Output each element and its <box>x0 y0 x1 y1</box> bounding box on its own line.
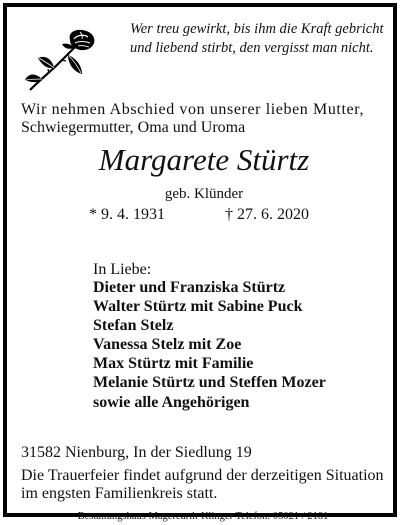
funeral-notice <box>21 467 386 503</box>
mourners-heading: In Liebe: <box>93 261 152 278</box>
birth-date: * 9. 4. 1931 <box>89 206 165 223</box>
maiden-name: geb. Klünder <box>164 186 244 202</box>
address: 31582 Nienburg, In der Siedlung 19 <box>21 444 252 461</box>
funeral-home-footer: Bestattungshaus Magercurth-Klinger Telefon: 05021 / 2181 <box>77 511 329 522</box>
notice-line: Die Trauerfeier findet aufgrund der derzeitigen Situation <box>21 467 384 484</box>
deceased-name: Margarete Stürtz <box>98 142 310 177</box>
death-date: † 27. 6. 2020 <box>225 206 309 223</box>
mourner-entry: Walter Stürtz mit Sabine Puck <box>93 298 303 316</box>
motto-line: Wer treu gewirkt, bis ihm die Kraft gebricht <box>130 21 384 37</box>
motto-line: und liebend stirbt, den vergisst man nicht. <box>130 40 374 56</box>
intro-line: Schwiegermutter, Oma und Uroma <box>21 119 246 136</box>
mourner-entry: sowie alle Angehörigen <box>93 393 250 411</box>
rose-icon <box>22 28 112 92</box>
mourners-list <box>93 278 326 412</box>
notice-line: im engsten Familienkreis statt. <box>21 485 218 502</box>
intro-line: Wir nehmen Abschied von unserer lieben Mutter, <box>21 101 365 118</box>
mourner-entry: Max Stürtz mit Familie <box>93 355 254 373</box>
motto <box>130 20 385 58</box>
intro-text <box>21 101 381 137</box>
mourner-entry: Melanie Stürtz und Steffen Mozer <box>93 374 326 392</box>
mourner-entry: Stefan Stelz <box>93 317 174 335</box>
mourner-entry: Dieter und Franziska Stürtz <box>93 279 286 296</box>
mourner-entry: Vanessa Stelz mit Zoe <box>93 336 242 354</box>
